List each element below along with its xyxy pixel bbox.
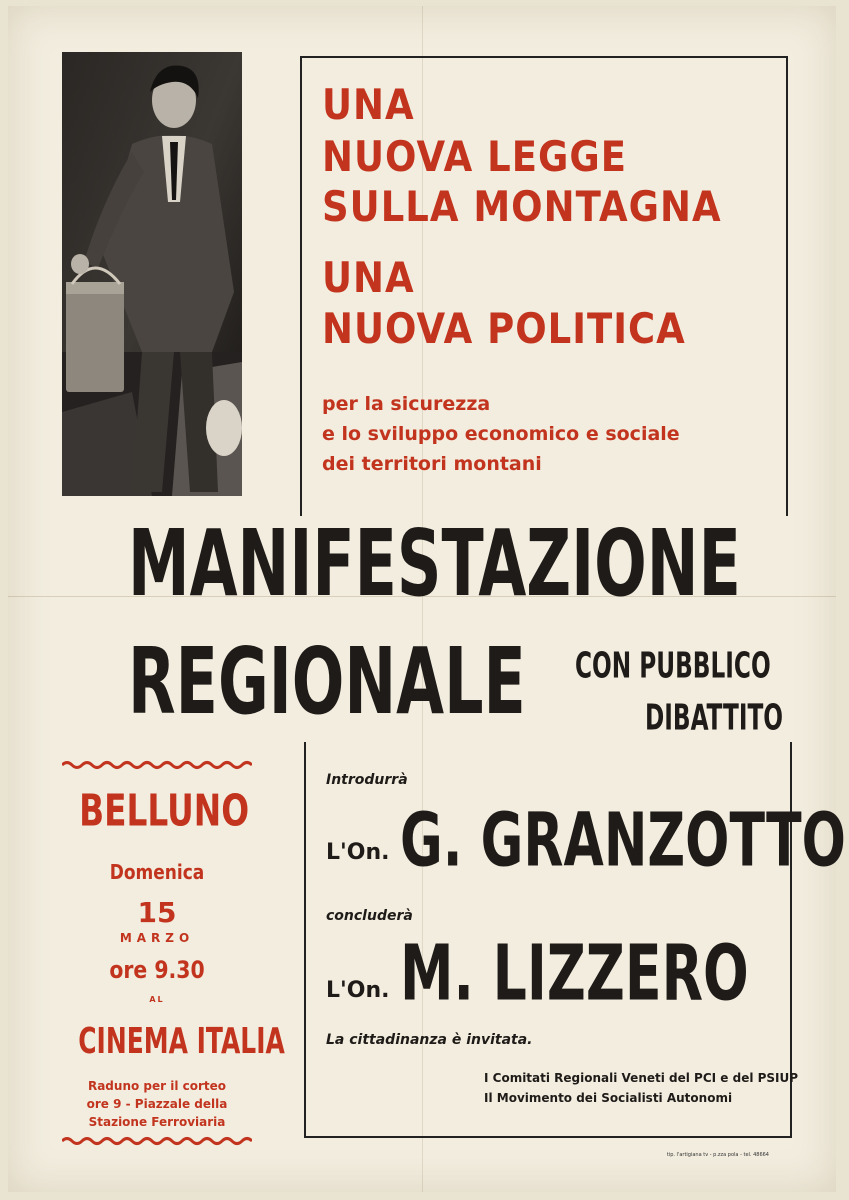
purpose-line-2: e lo sviluppo economico e sociale [322,423,680,445]
event-title-line-1: MANIFESTAZIONE [128,510,741,617]
headline-line-1: UNA [322,80,415,130]
close-label: concluderà [326,908,413,924]
event-title-line-2: REGIONALE [128,628,526,735]
close-speaker-name: M. LIZZERO [400,930,749,1019]
headline-line-5: NUOVA POLITICA [322,304,686,354]
intro-label: Introdurrà [326,772,408,788]
wavy-divider [62,1136,252,1146]
invitation-text: La cittadinanza è invitata. [326,1032,533,1048]
purpose-line-1: per la sicurezza [322,393,491,415]
event-venue: CINEMA ITALIA [78,1020,285,1062]
organizers-line-1: I Comitati Regionali Veneti del PCI e del PSIUP [484,1071,799,1085]
close-prefix: L'On. [326,978,390,1003]
wavy-divider [62,760,252,770]
city-name: BELLUNO [79,786,250,837]
gathering-line-1: Raduno per il corteo [87,1079,227,1093]
printer-credit: tip. l'artigiana tv - p.zza pola - tel. 48664 [666,1152,769,1158]
event-day: Domenica [109,860,205,884]
headline-line-2: NUOVA LEGGE [322,132,627,182]
event-time: ore 9.30 [109,956,205,984]
purpose-line-3: dei territori montani [322,453,542,475]
intro-speaker-name: G. GRANZOTTO [400,796,846,884]
gathering-line-2: ore 9 - Piazzale della [86,1097,228,1111]
event-al: AL [149,995,165,1004]
photo-man-walking [62,52,242,496]
photo-image [62,52,242,496]
organizers-line-2: Il Movimento dei Socialisti Autonomi [484,1091,733,1105]
event-month: MARZO [119,931,195,945]
intro-prefix: L'On. [326,840,390,865]
event-subtitle-line-2: DIBATTITO [645,697,784,739]
headline-line-3: SULLA MONTAGNA [322,182,722,232]
gathering-line-3: Stazione Ferroviaria [88,1115,226,1129]
event-subtitle-line-1: CON PUBBLICO [575,645,771,687]
headline-line-4: UNA [322,253,415,303]
event-date: 15 [137,896,177,929]
